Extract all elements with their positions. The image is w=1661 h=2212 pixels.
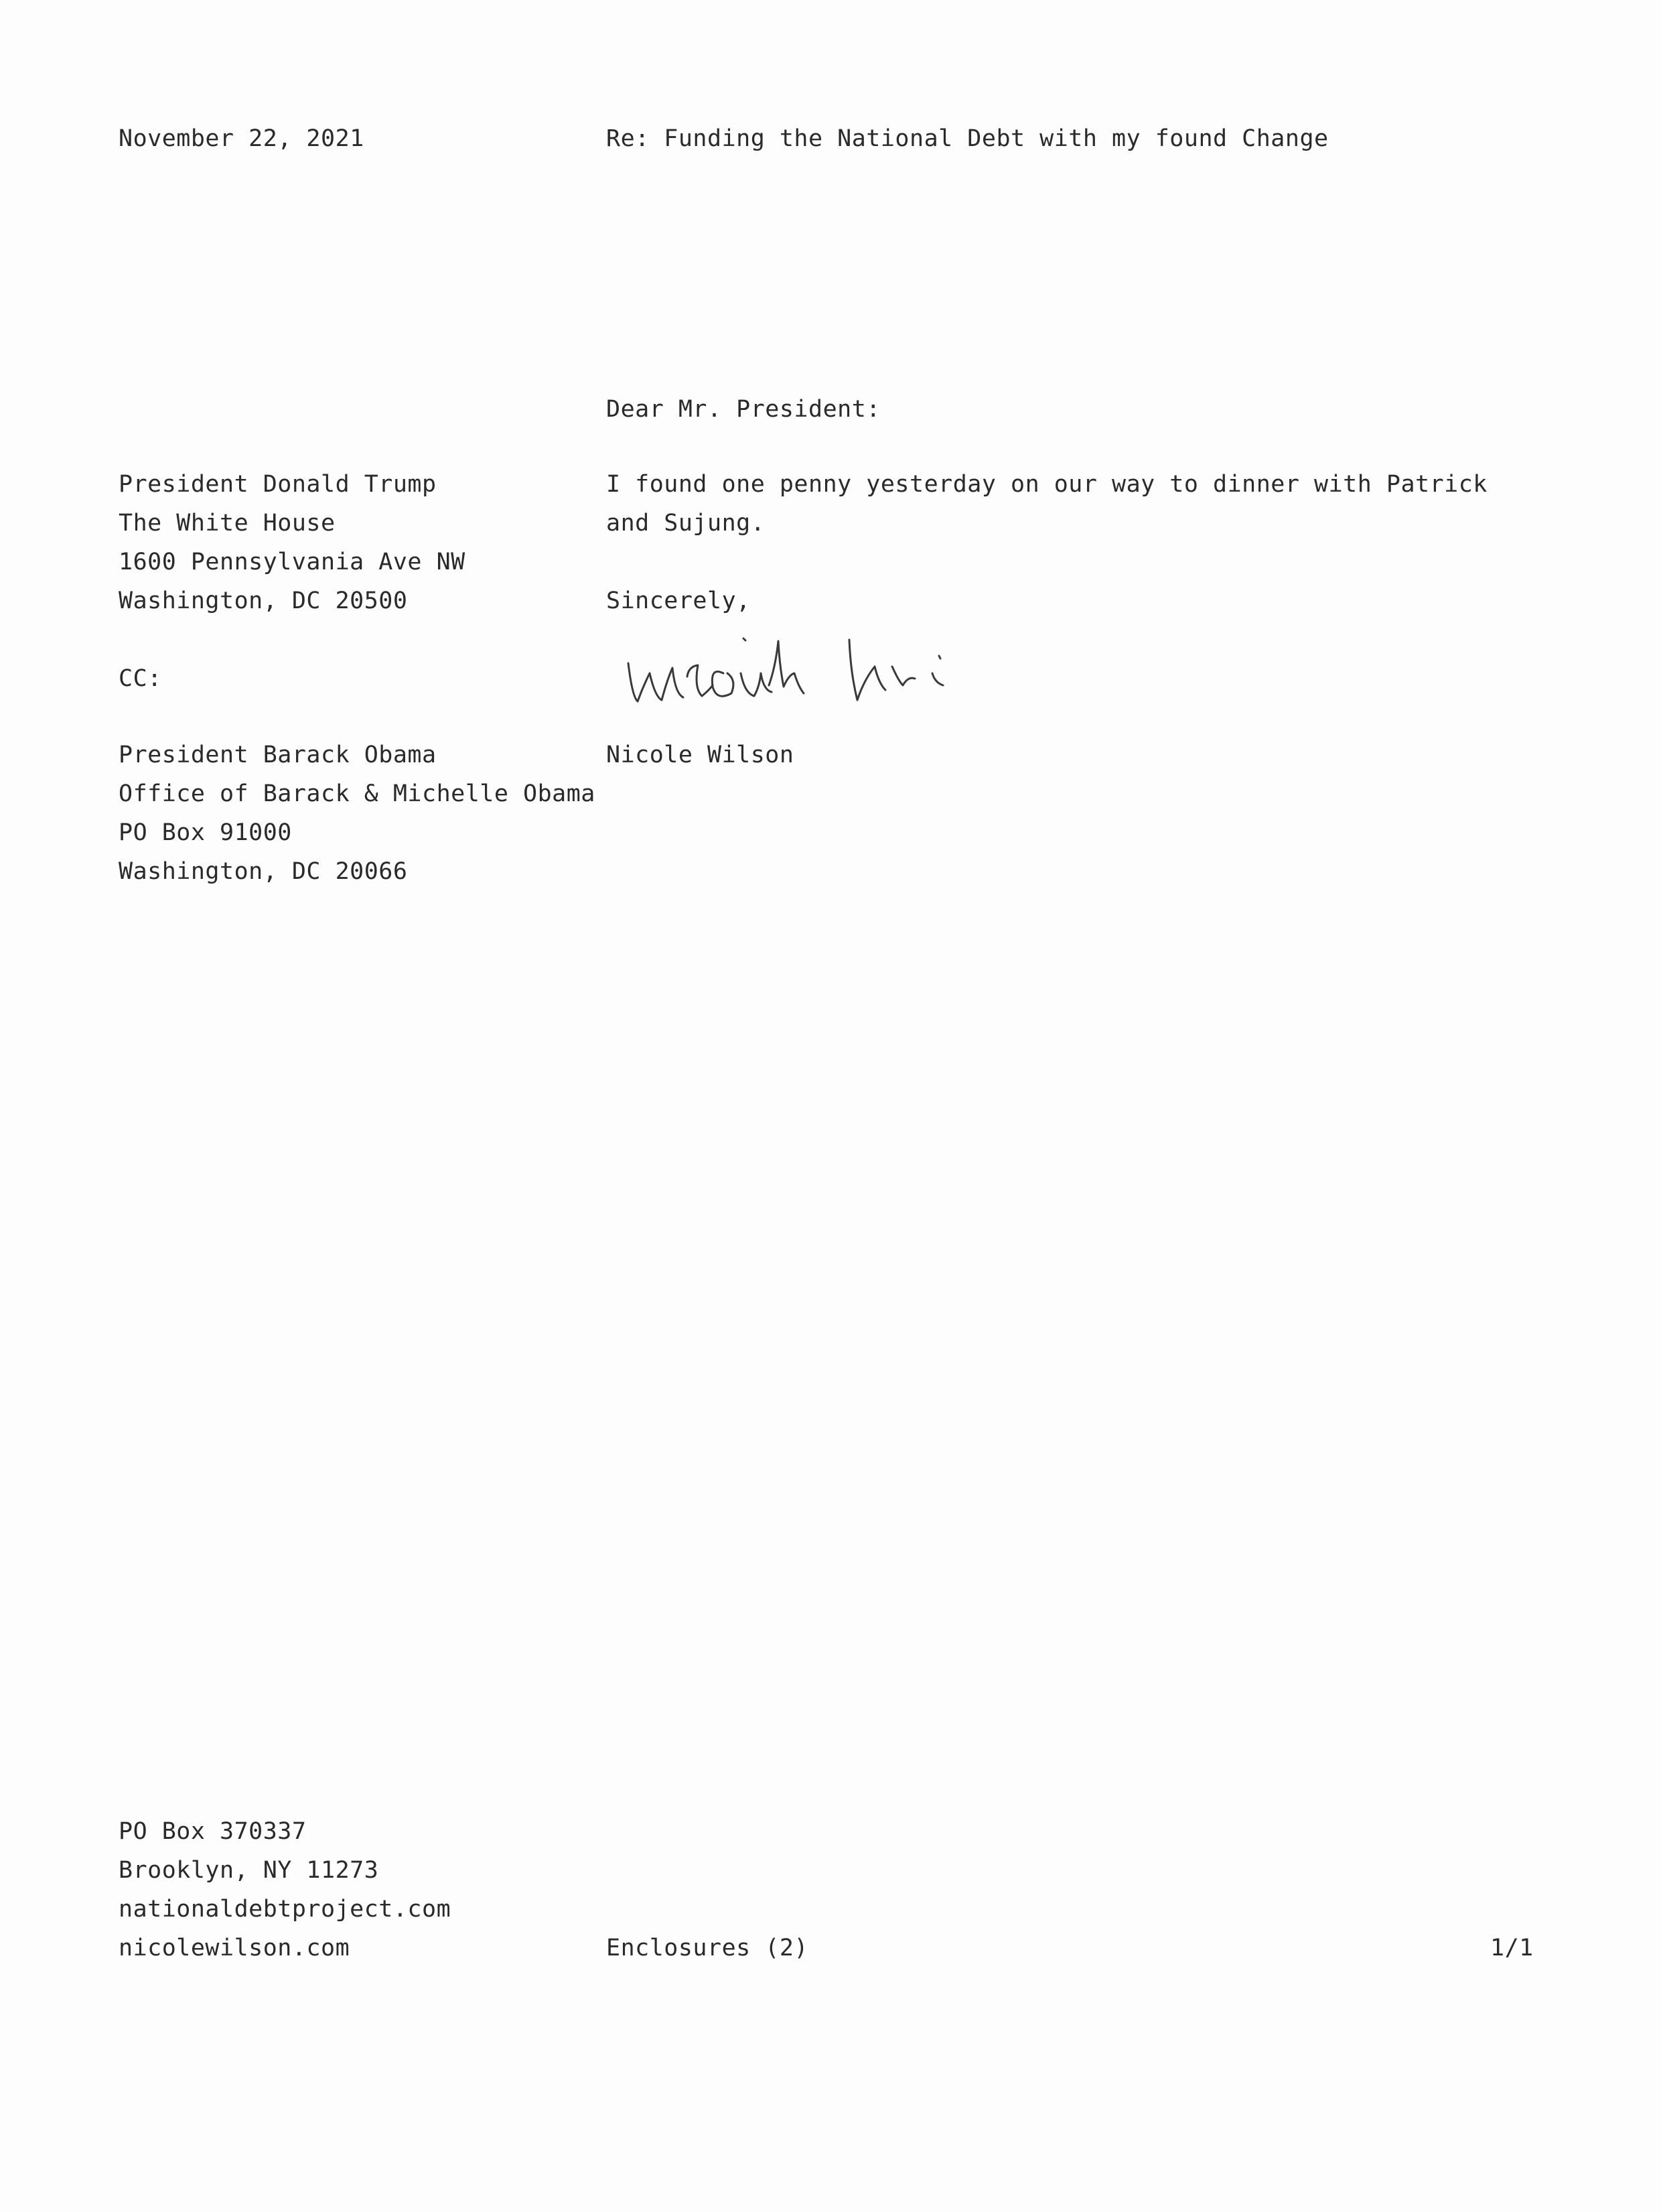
sender-name-text: Nicole Wilson	[606, 742, 794, 768]
recipient-line: President Donald Trump	[119, 471, 437, 498]
cc-recipient-address	[119, 736, 595, 891]
cc-label-text: CC:	[119, 665, 162, 692]
return-address-line: PO Box 370337	[119, 1818, 307, 1845]
cc-recipient-line: Washington, DC 20066	[119, 858, 408, 885]
salutation	[606, 390, 881, 429]
cc-label	[119, 659, 162, 698]
page-number-text: 1/1	[1490, 1935, 1534, 1961]
cc-recipient-line: Office of Barack & Michelle Obama	[119, 780, 595, 807]
recipient-line: 1600 Pennsylvania Ave NW	[119, 549, 465, 575]
date-text: November 22, 2021	[119, 125, 364, 152]
cc-recipient-line: PO Box 91000	[119, 819, 292, 846]
letter-subject	[606, 119, 1329, 158]
closing	[606, 581, 751, 620]
handwritten-signature	[623, 626, 971, 720]
body-text: I found one penny yesterday on our way to dinner with Patrick and Sujung.	[606, 471, 1488, 537]
return-address-line: Brooklyn, NY 11273	[119, 1857, 379, 1884]
closing-text: Sincerely,	[606, 587, 751, 614]
letter-date	[119, 119, 364, 158]
recipient-line: Washington, DC 20500	[119, 587, 408, 614]
recipient-address	[119, 465, 465, 620]
website-link[interactable]: nationaldebtproject.com	[119, 1896, 451, 1923]
enclosures-text: Enclosures (2)	[606, 1935, 809, 1961]
salutation-text: Dear Mr. President:	[606, 396, 881, 423]
letter-body	[606, 465, 1517, 543]
enclosures-note	[606, 1929, 808, 1967]
website-link[interactable]: nicolewilson.com	[119, 1935, 350, 1961]
subject-text: Re: Funding the National Debt with my found Change	[606, 125, 1329, 152]
page-number	[1490, 1929, 1534, 1967]
return-address	[119, 1812, 451, 1967]
cc-recipient-line: President Barack Obama	[119, 742, 437, 768]
sender-name	[606, 736, 794, 774]
recipient-line: The White House	[119, 510, 336, 537]
